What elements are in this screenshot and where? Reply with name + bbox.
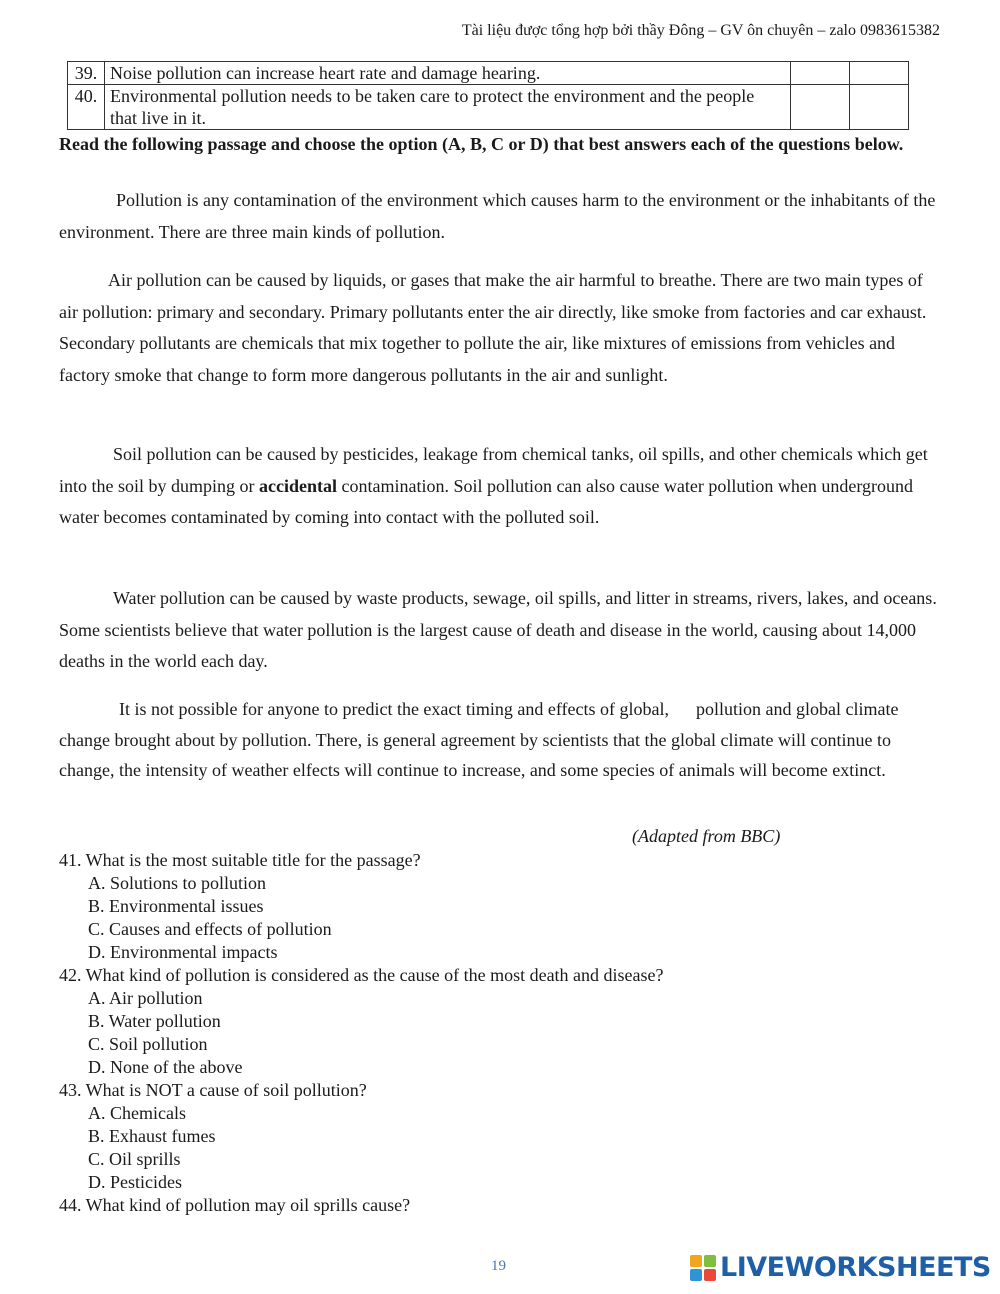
answer-option[interactable]: B. Environmental issues [88, 896, 264, 916]
answer-option[interactable]: C. Soil pollution [88, 1034, 208, 1054]
passage-paragraph-5: It is not possible for anyone to predict the exact timing and effects of global, pollution and global climate change brought about by pollution. There, is general agreement by scientists that the global climate will continue to change, the intensity of weather elfects will continue to increase, and some species of animals will become extinct. [59, 699, 903, 780]
question: 44. What kind of pollution may oil sprills cause? [59, 1195, 411, 1215]
highlighted-word: accidental [259, 475, 337, 496]
reading-instruction: Read the following passage and choose the option (A, B, C or D) that best answers each of the questions below. [59, 134, 904, 154]
passage-paragraph-3 [59, 439, 939, 534]
answer-option[interactable]: A. Air pollution [88, 988, 203, 1008]
answer-option[interactable]: B. Water pollution [88, 1011, 221, 1031]
logo-square [690, 1269, 702, 1281]
logo-square [690, 1255, 702, 1267]
paragraph-text: contamination. Soil pollution can also cause water pollution when underground water becomes contaminated by coming into contact with the polluted soil. [59, 475, 914, 527]
answer-cell-true[interactable] [791, 62, 850, 85]
table-row [68, 85, 909, 130]
question: 43. What is NOT a cause of soil pollution? [59, 1080, 367, 1100]
answer-option[interactable]: A. Chemicals [88, 1103, 186, 1123]
page-number: 19 [491, 1258, 506, 1274]
question: 41. What is the most suitable title for the passage? [59, 850, 421, 870]
answer-option[interactable]: D. Pesticides [88, 1172, 182, 1192]
liveworksheets-icon [690, 1255, 716, 1281]
answer-option[interactable]: C. Causes and effects of pollution [88, 919, 332, 939]
question-list [59, 849, 664, 1217]
question: 42. What kind of pollution is considered as the cause of the most death and disease? [59, 965, 664, 985]
row-number: 40. [68, 85, 105, 130]
answer-cell-true[interactable] [791, 85, 850, 130]
page-header: Tài liệu được tổng hợp bởi thầy Đông – GV ôn chuyên – zalo 0983615382 [461, 22, 940, 39]
logo-square [704, 1269, 716, 1281]
answer-option[interactable]: B. Exhaust fumes [88, 1126, 216, 1146]
row-statement: Environmental pollution needs to be taken care to protect the environment and the people that live in it. [105, 85, 791, 130]
answer-cell-false[interactable] [850, 62, 909, 85]
passage-paragraph-4: Water pollution can be caused by waste products, sewage, oil spills, and litter in streams, rivers, lakes, and oceans. Some scientists believe that water pollution is the largest cause of death and disease in the world, causing about 14,000 deaths in the world each day. [59, 588, 937, 671]
row-number: 39. [68, 62, 105, 85]
passage-paragraph-1: Pollution is any contamination of the environment which causes harm to the environment or the inhabitants of the environment. There are three main kinds of pollution. [59, 190, 936, 242]
logo-square [704, 1255, 716, 1267]
answer-option[interactable]: C. Oil sprills [88, 1149, 181, 1169]
answer-option[interactable]: D. Environmental impacts [88, 942, 278, 962]
table-row [68, 62, 909, 85]
answer-cell-false[interactable] [850, 85, 909, 130]
passage-paragraph-2: Air pollution can be caused by liquids, or gases that make the air harmful to breathe. There are two main types of air pollution: primary and secondary. Primary pollutants enter the air directly, like smoke from factories and car exhaust. Secondary pollutants are chemicals that mix together to pollute the air, like mixtures of emissions from vehicles and factory smoke that change to form more dangerous pollutants in the air and sunlight. [59, 270, 927, 385]
liveworksheets-logo [690, 1252, 991, 1283]
paragraph-text: Soil pollution can be caused by pesticides, leakage from chemical tanks, oil spills, and other chemicals which get into the soil by dumping or [59, 444, 928, 496]
passage-source: (Adapted from BBC) [632, 826, 781, 846]
answer-option[interactable]: A. Solutions to pollution [88, 873, 267, 893]
true-false-table [67, 61, 909, 130]
brand-name: LIVEWORKSHEETS [720, 1252, 991, 1283]
row-statement: Noise pollution can increase heart rate and damage hearing. [105, 62, 791, 85]
answer-option[interactable]: D. None of the above [88, 1057, 243, 1077]
